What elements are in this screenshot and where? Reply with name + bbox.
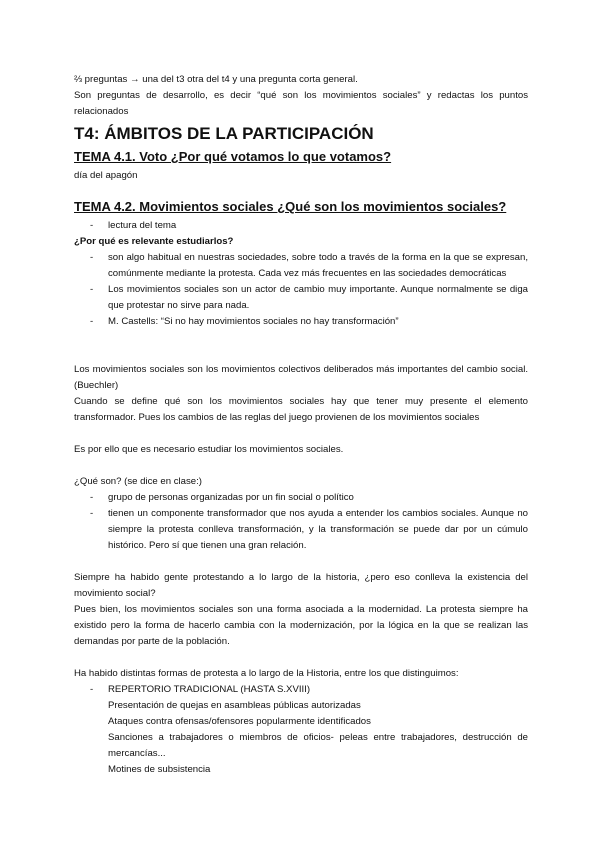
spacer [74,554,528,570]
document-content [74,72,528,778]
repertoire-subline: Presentación de quejas en asambleas públicas autorizadas [108,700,361,711]
what-are-list [74,490,528,554]
tema-4-1-heading: TEMA 4.1. Voto ¿Por qué votamos lo que votamos? [74,149,392,164]
list-item: - lectura del tema [74,218,528,234]
paragraph-necesario: Es por ello que es necesario estudiar los movimientos sociales. [74,444,344,455]
spacer [74,458,528,474]
tema-4-1-note: día del apagón [74,170,138,181]
spacer [74,650,528,666]
reading-list [74,218,528,234]
list-item: - son algo habitual en nuestras sociedades, sobre todo a través de la forma en la que se expresan, comúnmente mediante la protesta. Cada vez más frecuentes en las sociedades democráticas [74,250,528,282]
paragraph-historia: Siempre ha habido gente protestando a lo largo de la historia, ¿pero eso conlleva la existencia del movimiento social? [74,572,528,599]
list-item: - REPERTORIO TRADICIONAL (HASTA S.XVIII) [74,682,528,698]
tema-4-2-heading: TEMA 4.2. Movimientos sociales ¿Qué son los movimientos sociales? [74,199,507,214]
list-item: - grupo de personas organizadas por un fin social o político [74,490,528,506]
repertoire-list [74,682,528,698]
relevance-question: ¿Por qué es relevante estudiarlos? [74,236,234,247]
paragraph-modernidad: Pues bien, los movimientos sociales son una forma asociada a la modernidad. La protesta siempre ha existido pero la forma de hacerlo cambia con la modernización, por la lógica en la que se realizan las demandas por parte de la población. [74,604,528,647]
intro-line-1: ⅔ preguntas → una del t3 otra del t4 y una pregunta corta general. [74,74,358,85]
list-item: - tienen un componente transformador que nos ayuda a entender los cambios sociales. Aunque no siempre la protesta conlleva transformación, y la transformación se puede dar por un cúmulo histórico. Pero sí que tienen una gran relación. [74,506,528,554]
repertoire-subline: Motines de subsistencia [108,764,211,775]
paragraph-buechler: Los movimientos sociales son los movimientos colectivos deliberados más importantes del cambio social. (Buechler) [74,364,528,391]
list-item: - M. Castells: “Si no hay movimientos sociales no hay transformación” [74,314,528,330]
spacer [74,426,528,442]
intro-line-2: Son preguntas de desarrollo, es decir “qué son los movimientos sociales” y redactas los puntos relacionados [74,90,528,117]
paragraph-formas-protesta: Ha habido distintas formas de protesta a lo largo de la Historia, entre los que distinguimos: [74,668,459,679]
what-are-question: ¿Qué son? (se dice en clase:) [74,476,202,487]
list-item: - Los movimientos sociales son un actor de cambio muy importante. Aunque normalmente se diga que protestar no sirve para nada. [74,282,528,314]
spacer [74,330,528,362]
paragraph-transformador: Cuando se define qué son los movimientos sociales hay que tener muy presente el elemento transformador. Pues los cambios de las reglas del juego provienen de los movimientos sociales [74,396,528,423]
repertoire-subline: Ataques contra ofensas/ofensores popularmente identificados [108,716,371,727]
relevance-list [74,250,528,330]
repertoire-subline: Sanciones a trabajadores o miembros de oficios- peleas entre trabajadores, destrucción de mercancías... [108,732,528,759]
document-title: T4: ÁMBITOS DE LA PARTICIPACIÓN [74,124,374,143]
